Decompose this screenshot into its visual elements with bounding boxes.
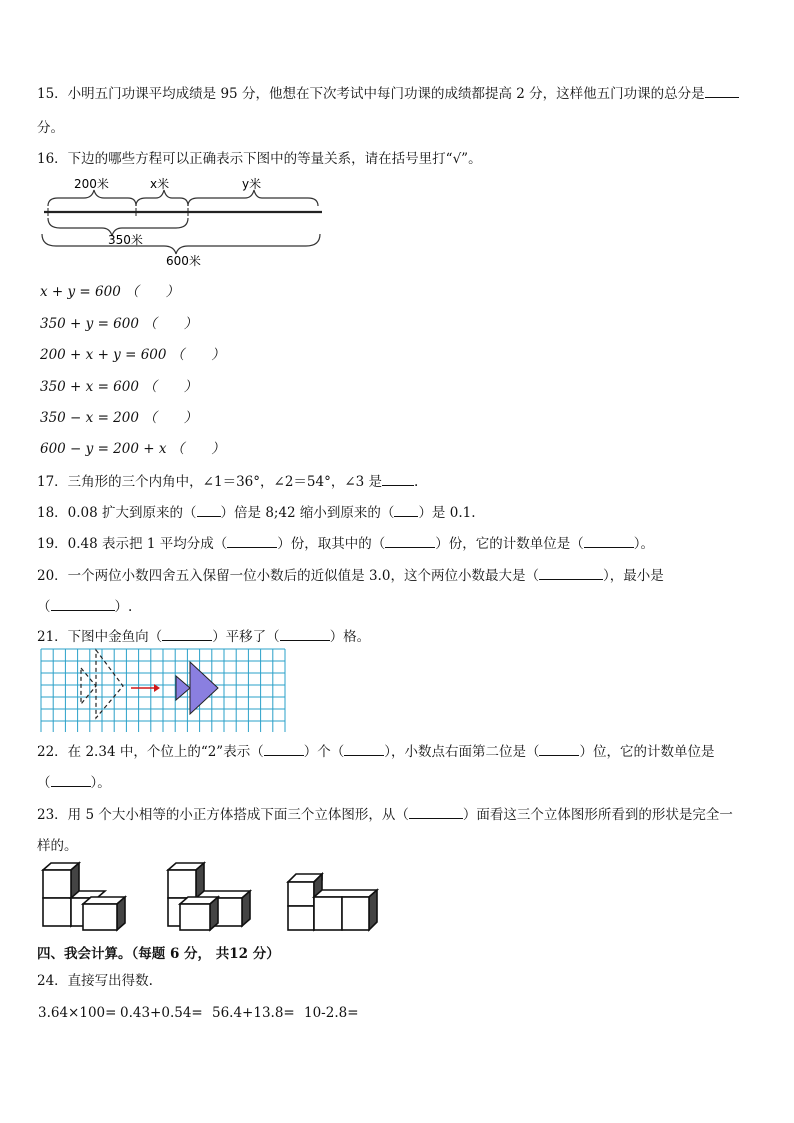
fish-grid-figure [40,648,286,732]
q23-line2: 样的。 [37,838,78,854]
cube-figure-1 [43,863,125,930]
label-600: 600米 [166,254,201,268]
fish-body-original [96,650,123,718]
grid [41,649,285,732]
q17: 17．三角形的三个内角中，∠1＝36°，∠2＝54°，∠3 是 . [37,474,419,490]
q22-line2: （ ）。 [37,775,111,791]
answer-blank[interactable] [197,504,221,517]
answer-blank[interactable] [162,628,212,641]
q20-line2: （ ）. [37,599,133,615]
q19: 19．0.48 表示把 1 平均分成（ ）份，取其中的（ ）份，它的计数单位是（ ）。 [37,536,654,552]
cube-figures [38,860,388,934]
answer-blank[interactable] [382,473,414,486]
answer-blank[interactable] [280,628,330,641]
answer-blank[interactable] [584,535,634,548]
answer-blank[interactable] [705,85,739,98]
q16-question: 16．下边的哪些方程可以正确表示下图中的等量关系，请在括号里打“√”。 [37,151,482,167]
equation-2[interactable]: 350 + y = 600 （ ） [40,316,198,332]
q20-line1: 20．一个两位小数四舍五入保留一位小数后的近似值是 3.0，这个两位小数最大是（ ），最小是 [37,568,664,584]
q15-line2: 分。 [37,120,64,136]
q18: 18．0.08 扩大到原来的（ ）倍是 8;42 缩小到原来的（ ）是 0.1. [37,505,476,521]
label-200: 200米 [74,177,109,191]
q22-line1: 22．在 2.34 中，个位上的“2”表示（ ）个（ ），小数点右面第二位是（ ）位，它的计数单位是 [37,744,715,760]
q16-line-diagram [40,174,330,268]
q15-line1: 15．小明五门功课平均成绩是 95 分，他想在下次考试中每门功课的成绩都提高 2 分，这样他五门功课的总分是 [37,82,739,102]
q21: 21．下图中金鱼向（ ）平移了（ ）格。 [37,629,371,645]
answer-blank[interactable] [51,598,115,611]
label-x: x米 [150,177,170,191]
answer-blank[interactable] [539,743,579,756]
q24-title: 24．直接写出得数. [37,973,153,989]
cube-figure-3 [288,874,377,930]
answer-blank[interactable] [539,567,603,580]
label-y: y米 [242,177,262,191]
label-350: 350米 [108,233,143,247]
calc-item-4[interactable]: 10-2.8= [304,1005,359,1021]
answer-blank[interactable] [51,774,91,787]
answer-blank[interactable] [264,743,304,756]
fish-body-moved [190,662,218,714]
cube-figure-2 [168,863,250,930]
equation-6[interactable]: 600 − y = 200 + x （ ） [40,441,225,457]
section-4-title: 四、我会计算。（每题 6 分， 共12 分） [37,946,280,962]
equation-1[interactable]: x + y = 600 （ ） [40,284,180,300]
equation-4[interactable]: 350 + x = 600 （ ） [40,379,198,395]
calc-item-3[interactable]: 56.4+13.8= [212,1005,295,1021]
equation-5[interactable]: 350 − x = 200 （ ） [40,410,198,426]
calc-item-2[interactable]: 0.43+0.54= [120,1005,203,1021]
answer-blank[interactable] [394,504,418,517]
answer-blank[interactable] [409,806,463,819]
answer-blank[interactable] [344,743,384,756]
answer-blank[interactable] [385,535,435,548]
q23-line1: 23．用 5 个大小相等的小正方体搭成下面三个立体图形，从（ ）面看这三个立体图形所看到的形状是完全一 [37,807,733,823]
equation-3[interactable]: 200 + x + y = 600 （ ） [40,347,225,363]
calc-item-1[interactable]: 3.64×100= [38,1005,117,1021]
answer-blank[interactable] [227,535,277,548]
